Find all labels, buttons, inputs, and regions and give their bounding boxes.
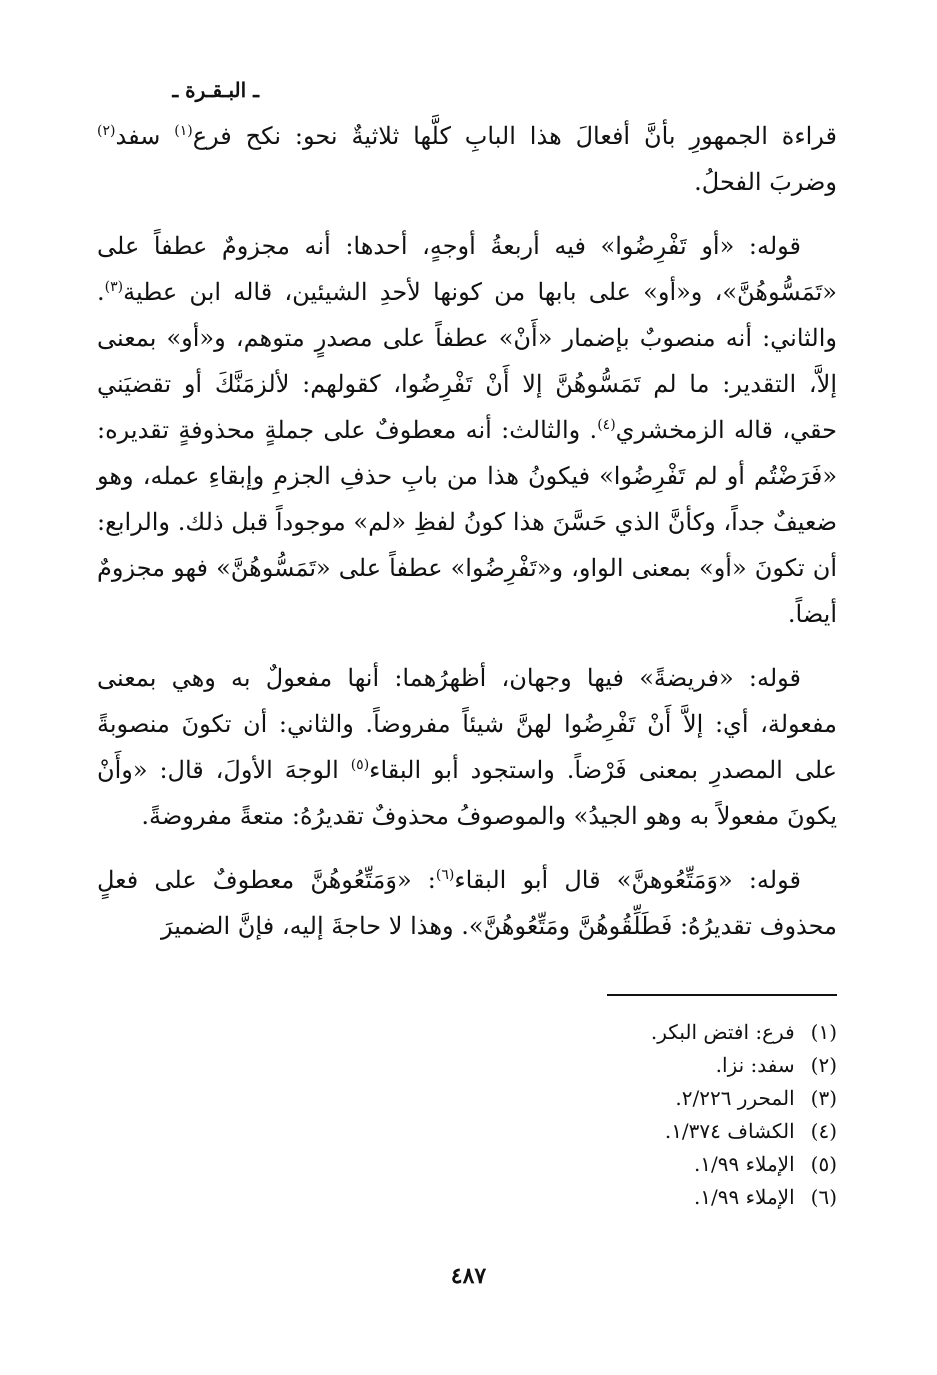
footnote-text: الإملاء ١/٩٩.: [693, 1185, 795, 1209]
footnote: [437, 1016, 837, 1049]
footnote-text: الكشاف ١/٣٧٤.: [664, 1119, 795, 1143]
paragraph-text: : «وَمَتِّعُوهُنَّ معطوفٌ على فعلٍ محذوف تقديرُهُ: فَطَلِّقُوهُنَّ ومَتِّعُوهُنَّ». وهذا لا حاجةَ إليه، فإنَّ الضميرَ: [97, 866, 837, 940]
footnote-number: (٤): [810, 1119, 837, 1143]
footnote-marker: (٣): [104, 279, 124, 295]
footnote: [437, 1148, 837, 1181]
paragraph-text: قوله: «وَمَتِّعُوهنَّ» قال أبو البقاء: [454, 866, 801, 894]
footnote-divider: [607, 994, 837, 996]
footnote-marker: (١): [174, 123, 193, 139]
paragraph-text: قوله: «أو تَفْرِضُوا» فيه أربعةُ أوجهٍ، أحدها: أنه مجزومٌ عطفاً على «تَمَسُّوهُنَّ»، و«أو» على بابها من كونها لأحدِ الشيئين، قاله ابن عطية: [97, 232, 837, 306]
footnote-marker: (٦): [435, 867, 455, 883]
footnote-marker: (٥): [350, 757, 370, 773]
paragraph: [97, 223, 837, 637]
page-number: ٤٨٧: [450, 1263, 487, 1289]
footnote-number: (٢): [810, 1053, 837, 1077]
footnote-marker: (٤): [597, 417, 616, 433]
footnote: [437, 1049, 837, 1082]
footnote-marker: (٢): [97, 123, 116, 139]
footnote: [437, 1181, 837, 1214]
footnote-text: فرع: افتض البكر.: [650, 1020, 795, 1044]
paragraph-text: . والثالث: أنه معطوفٌ على جملةٍ محذوفةٍ تقديره: «فَرَضْتُم أو لم تَفْرِضُوا» فيكونُ هذا من بابِ حذفِ الجزمِ وإبقاءِ عمله، وهو ضعيفٌ جداً، وكأنَّ الذي حَسَّنَ هذا كونُ لفظِ «لم» موجوداً قبل ذلك. والرابع: أن تكونَ «أو» بمعنى الواو، و«تَفْرِضُوا» عطفاً على «تَمَسُّوهُنَّ» فهو مجزومٌ أيضاً.: [97, 416, 837, 628]
footnote: [437, 1082, 837, 1115]
footnote-number: (٦): [810, 1185, 837, 1209]
paragraph-text: . والثاني: أنه منصوبٌ بإضمار «أَنْ» عطفاً على مصدرٍ متوهم، و«أو» بمعنى إلاَّ، التقدير: ما لم تَمَسُّوهُنَّ إلا أَنْ تَفْرِضُوا، كقولهم: لألزمَنَّكَ أو تقضيَني حقي، قاله الزمخشري: [97, 278, 837, 444]
footnotes: [437, 1016, 837, 1214]
paragraph-text: سفد: [115, 122, 175, 150]
paragraph-text: قراءة الجمهورِ بأنَّ أفعالَ هذا البابِ كلَّها ثلاثيةٌ نحو: نكح فرع: [192, 122, 838, 150]
paragraph-text: وضربَ الفحلُ.: [694, 168, 837, 196]
footnote-text: المحرر ٢/٢٢٦.: [675, 1086, 795, 1110]
footnote-number: (١): [810, 1020, 837, 1044]
footnote-text: الإملاء ١/٩٩.: [693, 1152, 795, 1176]
main-text: [97, 113, 837, 949]
footnote: [437, 1115, 837, 1148]
paragraph-text: الوجهَ الأولَ، قال: «وأَنْ يكونَ مفعولاً به وهو الجيدُ» والموصوفُ محذوفٌ تقديرُهُ: متعةً مفروضةً.: [97, 756, 837, 830]
paragraph: [97, 655, 837, 839]
paragraph: [97, 857, 837, 949]
footnote-number: (٥): [810, 1152, 837, 1176]
running-header: ـ البـقـرة ـ: [172, 78, 259, 102]
footnote-number: (٣): [810, 1086, 837, 1110]
paragraph-text: قوله: «فريضةً» فيها وجهان، أظهرُهما: أنها مفعولٌ به وهي بمعنى مفعولة، أي: إلاَّ أَنْ تَفْرِضُوا لهنَّ شيئاً مفروضاً. والثاني: أن تكونَ منصوبةً على المصدرِ بمعنى فَرْضاً. واستجود أبو البقاء: [97, 664, 837, 784]
footnote-text: سفد: نزا.: [715, 1053, 795, 1077]
paragraph: [97, 113, 837, 205]
